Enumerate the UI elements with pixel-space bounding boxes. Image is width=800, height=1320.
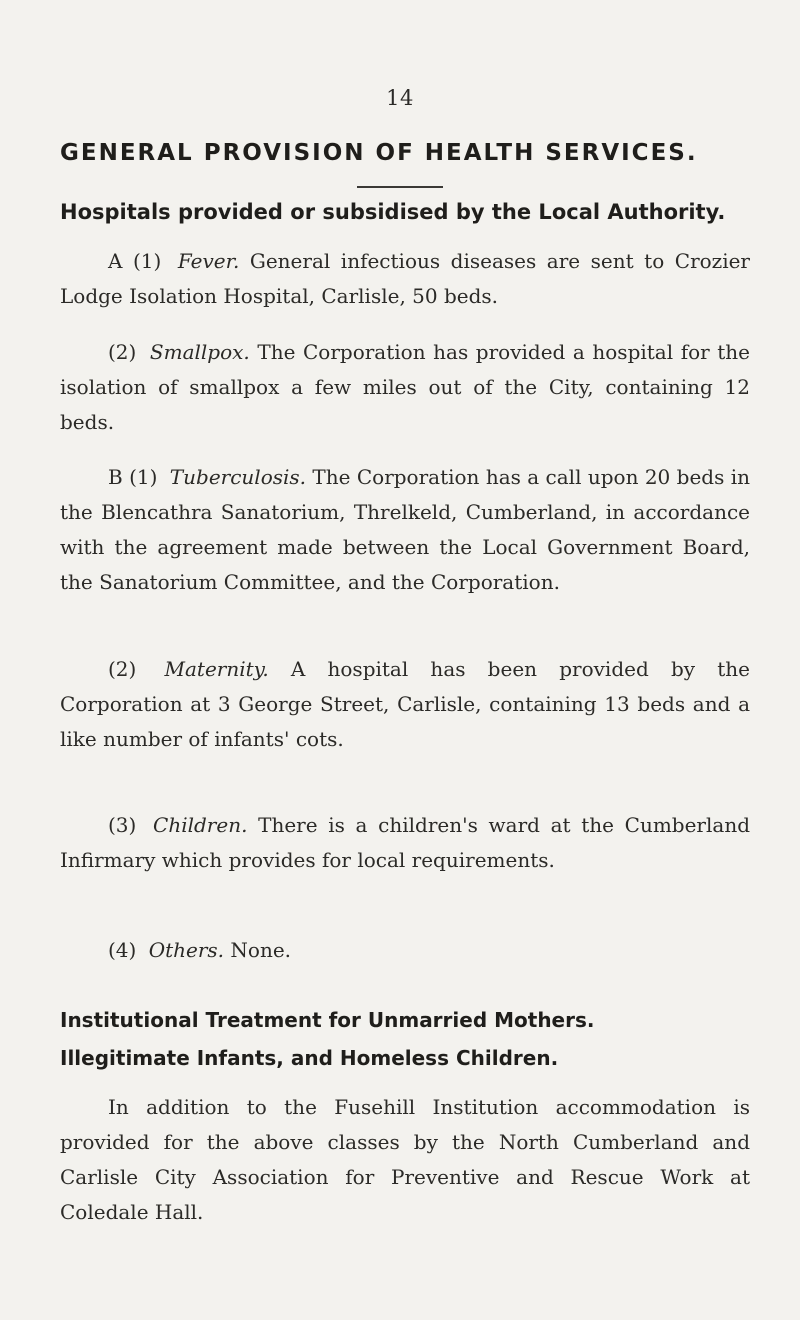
smallpox-paragraph — [60, 335, 750, 440]
page-number: 14 — [386, 86, 414, 110]
page-title: GENERAL PROVISION OF HEALTH SERVICES. — [60, 140, 698, 166]
title-divider — [357, 186, 443, 188]
institutional-heading-line1: Institutional Treatment for Unmarried Mothers. — [60, 1008, 595, 1032]
children-paragraph — [60, 808, 750, 878]
smallpox-label: Smallpox. — [149, 340, 250, 364]
others-paragraph — [60, 933, 750, 968]
others-marker: (4) — [108, 938, 137, 962]
tuberculosis-label: Tuberculosis. — [169, 465, 307, 489]
children-marker: (3) — [108, 813, 137, 837]
fever-paragraph — [60, 244, 750, 314]
maternity-text: A hospital has been provided by the Corporation at 3 George Street, Carlisle, containing 13 beds and a like number of infants' cots. — [60, 657, 750, 751]
fever-label: Fever. — [177, 249, 240, 273]
institutional-paragraph: In addition to the Fusehill Institution accommodation is provided for the above classes by the North Cumberland and Carlisle City Association for Preventive and Rescue Work at Coledale Hall. — [60, 1095, 750, 1224]
children-label: Children. — [153, 813, 248, 837]
fever-text: General infectious diseases are sent to Crozier Lodge Isolation Hospital, Carlisle, 50 beds. — [60, 249, 750, 308]
others-text: None. — [230, 938, 292, 962]
tuberculosis-paragraph — [60, 460, 750, 600]
fever-marker: A (1) — [108, 249, 162, 273]
institutional-heading-line2: Illegitimate Infants, and Homeless Children. — [60, 1046, 559, 1070]
hospitals-heading: Hospitals provided or subsidised by the Local Authority. — [60, 200, 726, 224]
maternity-label: Maternity. — [164, 657, 269, 681]
tuberculosis-marker: B (1) — [108, 465, 158, 489]
smallpox-marker: (2) — [108, 340, 137, 364]
tuberculosis-text: The Corporation has a call upon 20 beds in the Blencathra Sanatorium, Threlkeld, Cumberland, in accordance with the agreement made between the Local Government Board, the Sanatorium Committee, and the Corporation. — [60, 465, 751, 594]
maternity-marker: (2) — [108, 657, 137, 681]
children-text: There is a children's ward at the Cumberland Infirmary which provides for local requirements. — [60, 813, 751, 872]
others-label: Others. — [148, 938, 225, 962]
maternity-paragraph — [60, 652, 750, 757]
smallpox-text: The Corporation has provided a hospital for the isolation of smallpox a few miles out of the City, containing 12 beds. — [60, 340, 751, 434]
